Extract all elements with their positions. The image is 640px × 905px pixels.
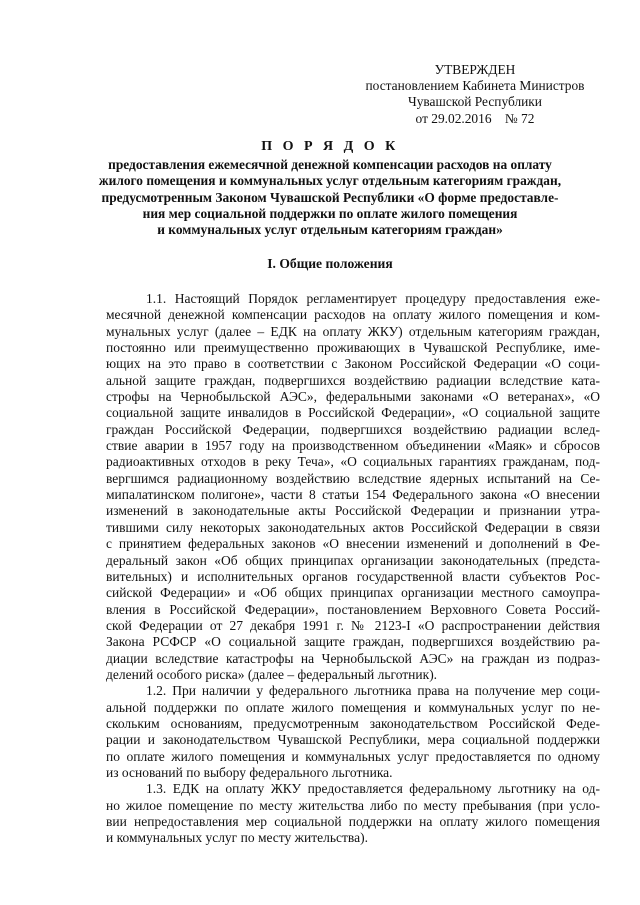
subtitle-line: ния мер социальной поддержки по оплате жилого помещения — [142, 205, 518, 221]
section-heading: I. Общие положения — [267, 256, 393, 271]
paragraph-line: тившими силу некоторых законодательных актов Российской Федерации в связи — [106, 519, 600, 535]
subtitle-line: жилого помещения и коммунальных услуг отдельным категориям граждан, — [98, 173, 562, 189]
paragraph-line: делений особого риска» (далее – федеральный льготник). — [106, 666, 438, 682]
paragraph-line: граждан Российской Федерации, подвергшихся воздействию радиации вслед- — [106, 421, 600, 437]
paragraph-line: диации вследствие катастрофы на Чернобыльской АЭС» на граждан из подраз- — [106, 650, 600, 666]
paragraph-line: альной поддержки по оплате жилого помещения и коммунальных услуг по не- — [106, 699, 600, 715]
paragraph-line: изменений в законодательные акты Российской Федерации и признании утра- — [106, 503, 600, 519]
paragraph-line: мунальных услуг (далее – ЕДК на оплату ЖКУ) отдельным категориям граждан, — [106, 323, 600, 339]
paragraph-line: строфы на Чернобыльской АЭС», федеральными законами «О ветеранах», «О — [106, 389, 600, 405]
approval-date-line: от 29.02.2016 № 72 — [415, 110, 535, 126]
approval-stamp — [340, 62, 610, 127]
paragraph-line: и коммунальных услуг по месту жительства). — [106, 830, 368, 846]
paragraph-line: социальной защите инвалидов в Российской Федерации», «О социальной защите — [106, 405, 600, 421]
paragraph-line: постоянно или преимущественно проживающих в Чувашской Республике, име- — [106, 340, 600, 356]
paragraph-line: мипалатинском полигоне», части 8 статьи 154 Федерального закона «О внесении — [106, 487, 600, 503]
paragraph-line: вительных) и исполнительных органов государственной власти субъектов Рос- — [106, 568, 600, 584]
paragraph-line: Закона РСФСР «О социальной защите граждан, подвергшихся воздействию ра- — [106, 634, 600, 650]
paragraph-line: 1.3. ЕДК на оплату ЖКУ предоставляется федеральному льготнику на од- — [146, 781, 600, 797]
paragraph-line: вии непредоставления мер социальной поддержки на оплату жилого помещения — [106, 814, 600, 829]
paragraph-line: месячной денежной компенсации расходов на оплату жилого помещения и ком- — [106, 307, 600, 323]
paragraph — [106, 781, 600, 846]
paragraph — [106, 291, 600, 683]
paragraph-line: но жилое помещение по месту жительства либо по месту пребывания (при усло- — [106, 797, 600, 813]
paragraph-line: ющих на это право в соответствии с Законом Российской Федерации «О соци- — [106, 356, 600, 372]
paragraph-line: скольким основаниям, предусмотренным законодательством Российской Феде- — [106, 715, 600, 731]
paragraph-line: вления в Российской Федерации», постановлением Верховного Совета Россий- — [106, 601, 600, 617]
document-subtitle — [60, 157, 600, 238]
paragraph-line: из оснований по выбору федерального льготника. — [106, 764, 393, 780]
approval-line: Чувашской Республики — [408, 94, 542, 110]
paragraph-line: 1.1. Настоящий Порядок регламентирует процедуру предоставления еже- — [146, 291, 600, 306]
document-title: П О Р Я Д О К — [261, 139, 399, 154]
paragraph — [106, 683, 600, 781]
approval-line: УТВЕРЖДЕН — [434, 62, 516, 77]
paragraph-line: деральный закон «Об общих принципах организации законодательных (предста- — [106, 552, 600, 568]
body-text — [106, 291, 600, 847]
subtitle-line: предусмотренным Законом Чувашской Республики «О форме предоставле- — [101, 189, 559, 205]
paragraph-line: вергшимся радиационному воздействию вследствие ядерных испытаний на Се- — [106, 470, 600, 486]
paragraph-line: радиоактивных отходов в реку Теча», «О социальных гарантиях гражданам, под- — [106, 454, 600, 470]
subtitle-line: предоставления ежемесячной денежной компенсации расходов на оплату — [108, 157, 552, 172]
paragraph-line: рации и законодательством Чувашской Республики, мера социальной поддержки — [106, 732, 600, 748]
paragraph-line: 1.2. При наличии у федерального льготника права на получение мер соци- — [146, 683, 600, 699]
approval-line: постановлением Кабинета Министров — [365, 78, 585, 94]
paragraph-line: альной защите граждан, подвергшихся воздействию радиации вследствие ката- — [106, 372, 600, 388]
paragraph-line: ской Федерации от 27 декабря 1991 г. № 2123-I «О распространении действия — [106, 617, 600, 633]
paragraph-line: сийской Федерации» и «Об общих принципах организации местного самоупра- — [106, 585, 600, 601]
paragraph-line: по оплате жилого помещения и коммунальных услуг предоставляется по одному — [106, 748, 600, 764]
paragraph-line: ствие аварии в 1957 году на производственном объединении «Маяк» и сбросов — [106, 438, 600, 454]
paragraph-line: с принятием федеральных законов «О внесении изменений и дополнений в Фе- — [106, 536, 600, 552]
subtitle-line: и коммунальных услуг отдельным категориям граждан» — [157, 222, 503, 238]
